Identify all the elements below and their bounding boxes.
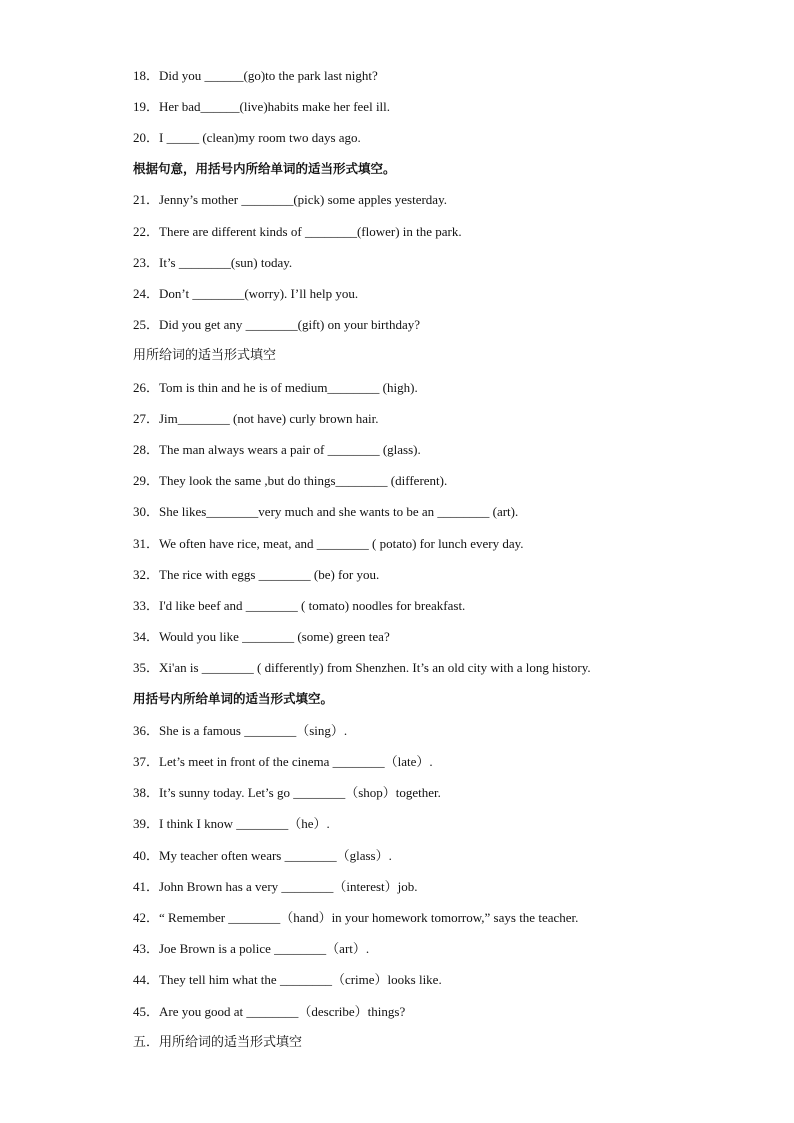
question-39: 39．I think I know ________（he）. [133, 816, 330, 831]
question-41: 41．John Brown has a very ________（interest）job. [133, 879, 418, 894]
question-26: 26．Tom is thin and he is of medium________ (high). [133, 380, 418, 395]
question-28: 28．The man always wears a pair of ________ (glass). [133, 442, 421, 457]
question-29: 29．They look the same ,but do things________ (different). [133, 473, 448, 488]
question-44: 44．They tell him what the ________（crime）looks like. [133, 972, 442, 987]
question-32: 32．The rice with eggs ________ (be) for you. [133, 567, 380, 582]
question-45: 45．Are you good at ________（describe）things? [133, 1004, 406, 1019]
question-35: 35．Xi'an is ________ ( differently) from Shenzhen. It’s an old city with a long history. [133, 660, 591, 675]
section-heading-4: 五．用所给词的适当形式填空 [133, 1035, 303, 1050]
question-24: 24．Don’t ________(worry). I’ll help you. [133, 286, 359, 301]
question-23: 23．It’s ________(sun) today. [133, 255, 293, 270]
question-21: 21．Jenny’s mother ________(pick) some apples yesterday. [133, 192, 447, 207]
question-30: 30．She likes________very much and she wants to be an ________ (art). [133, 504, 519, 519]
question-38: 38．It’s sunny today. Let’s go ________（shop）together. [133, 785, 441, 800]
question-37: 37．Let’s meet in front of the cinema ________（late）. [133, 754, 433, 769]
question-19: 19．Her bad______(live)habits make her feel ill. [133, 99, 391, 114]
section-heading-1: 根据句意，用括号内所给单词的适当形式填空。 [133, 161, 396, 176]
question-43: 43．Joe Brown is a police ________（art）. [133, 941, 370, 956]
question-22: 22．There are different kinds of ________(flower) in the park. [133, 224, 462, 239]
question-33: 33．I'd like beef and ________ ( tomato) noodles for breakfast. [133, 598, 466, 613]
section-heading-3: 用括号内所给单词的适当形式填空。 [133, 691, 334, 706]
question-42: 42．“ Remember ________（hand）in your homework tomorrow,” says the teacher. [133, 910, 579, 925]
question-25: 25．Did you get any ________(gift) on your birthday? [133, 317, 421, 332]
question-20: 20．I _____ (clean)my room two days ago. [133, 130, 361, 145]
question-18: 18．Did you ______(go)to the park last night? [133, 68, 378, 83]
question-34: 34．Would you like ________ (some) green tea? [133, 629, 390, 644]
question-27: 27．Jim________ (not have) curly brown hair. [133, 411, 379, 426]
question-36: 36．She is a famous ________（sing）. [133, 723, 348, 738]
question-31: 31．We often have rice, meat, and ________ ( potato) for lunch every day. [133, 536, 524, 551]
question-40: 40．My teacher often wears ________（glass）. [133, 848, 392, 863]
section-heading-2: 用所给词的适当形式填空 [133, 348, 277, 363]
